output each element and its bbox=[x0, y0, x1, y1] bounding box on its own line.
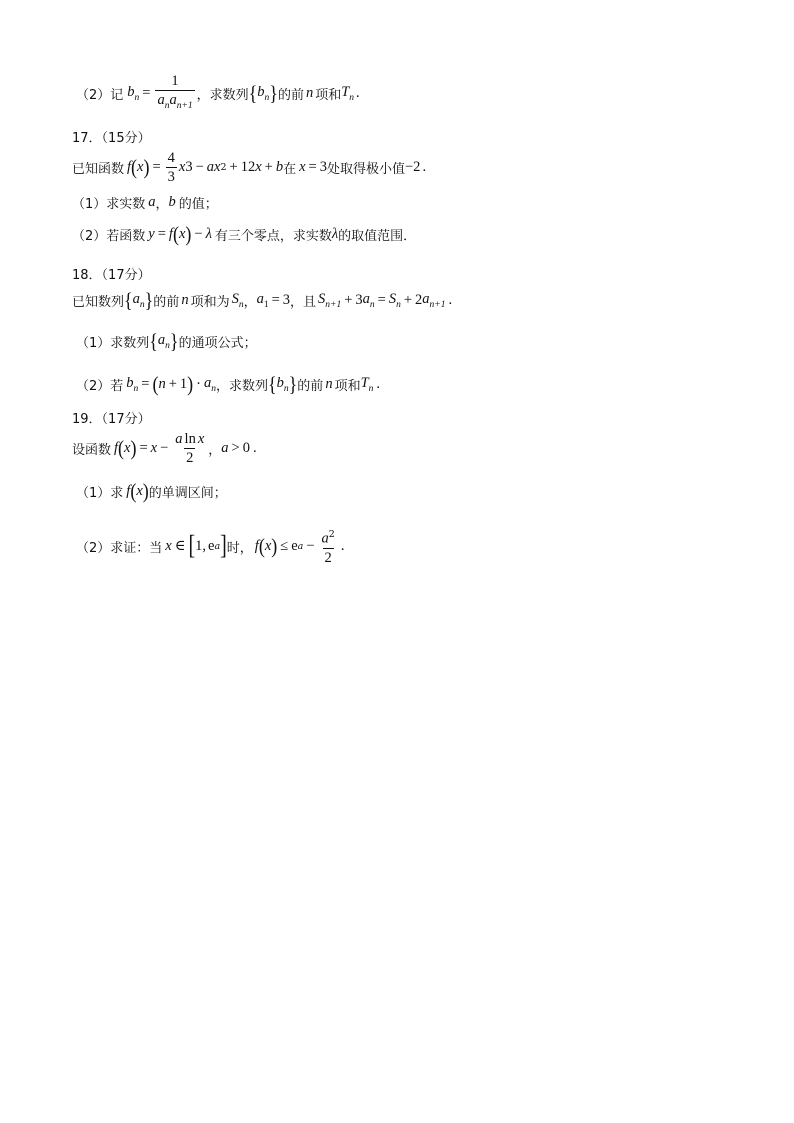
q18-part2: （2）若 $b_n$ = ( n + 1 ) · $a_n$ ，求数列 { $b_n$ } 的前 n 项和 $T_n$ . bbox=[76, 371, 381, 396]
fraction-a2-2: $\frac{a^2}{2}$ bbox=[321, 529, 335, 566]
fraction-1-over-anan1: $\frac{1}{a_na_{n+1}}$ bbox=[155, 73, 194, 114]
q17-header: 17．（15分） bbox=[72, 131, 151, 146]
q19-part2: （2）求证：当 x ∈ [ 1 , e a ] 时， f ( x ) ≤ e a − $\frac{a^2}{2}$ . bbox=[76, 529, 345, 566]
q17-part1: （1）求实数 a ， b 的值； bbox=[72, 194, 218, 212]
q19-header: 19．（17分） bbox=[72, 412, 151, 427]
fraction-4-3: $\frac{4}{3}$ bbox=[167, 150, 175, 185]
q18-header: 18．（17分） bbox=[72, 268, 151, 283]
q16-part2-label: （2）记 bbox=[76, 87, 124, 103]
q19-part1: （1）求 f ( x ) 的单调区间； bbox=[76, 478, 227, 503]
q16-part2: （2）记 $b_n$ = $\frac{1}{a_na_{n+1}}$ ，求数列 { $b_n$ } 的前 n 项和 $T_n$ . bbox=[76, 73, 360, 114]
q17-part2: （2）若函数 y = f ( x ) − λ 有三个零点，求实数 λ 的取值范围． bbox=[72, 221, 417, 246]
q17-statement: 已知函数 f ( x ) = $\frac{4}{3}$ x 3 − a x 2 + 12 x + b 在 x = 3 处取得极小值 −2 . bbox=[72, 150, 427, 185]
q18-part1: （1）求数列 { $a_n$ } 的通项公式； bbox=[76, 328, 257, 353]
math-b: $b_n$ bbox=[127, 84, 140, 103]
q19-statement: 设函数 f ( x ) = x − $\frac{\text{a ln x}}{2}$ ， a > 0 . bbox=[72, 431, 257, 466]
fraction-alnx-2: $\frac{\text{a ln x}}{2}$ bbox=[175, 431, 205, 466]
q18-statement: 已知数列 { $a_n$ } 的前 n 项和为 $S_n$ ， $a_1$ = 3 ，且 $S_{n+1}$ + 3 $a_n$ = $S_n$ + 2 $a_{n+1}$ . bbox=[72, 287, 453, 312]
